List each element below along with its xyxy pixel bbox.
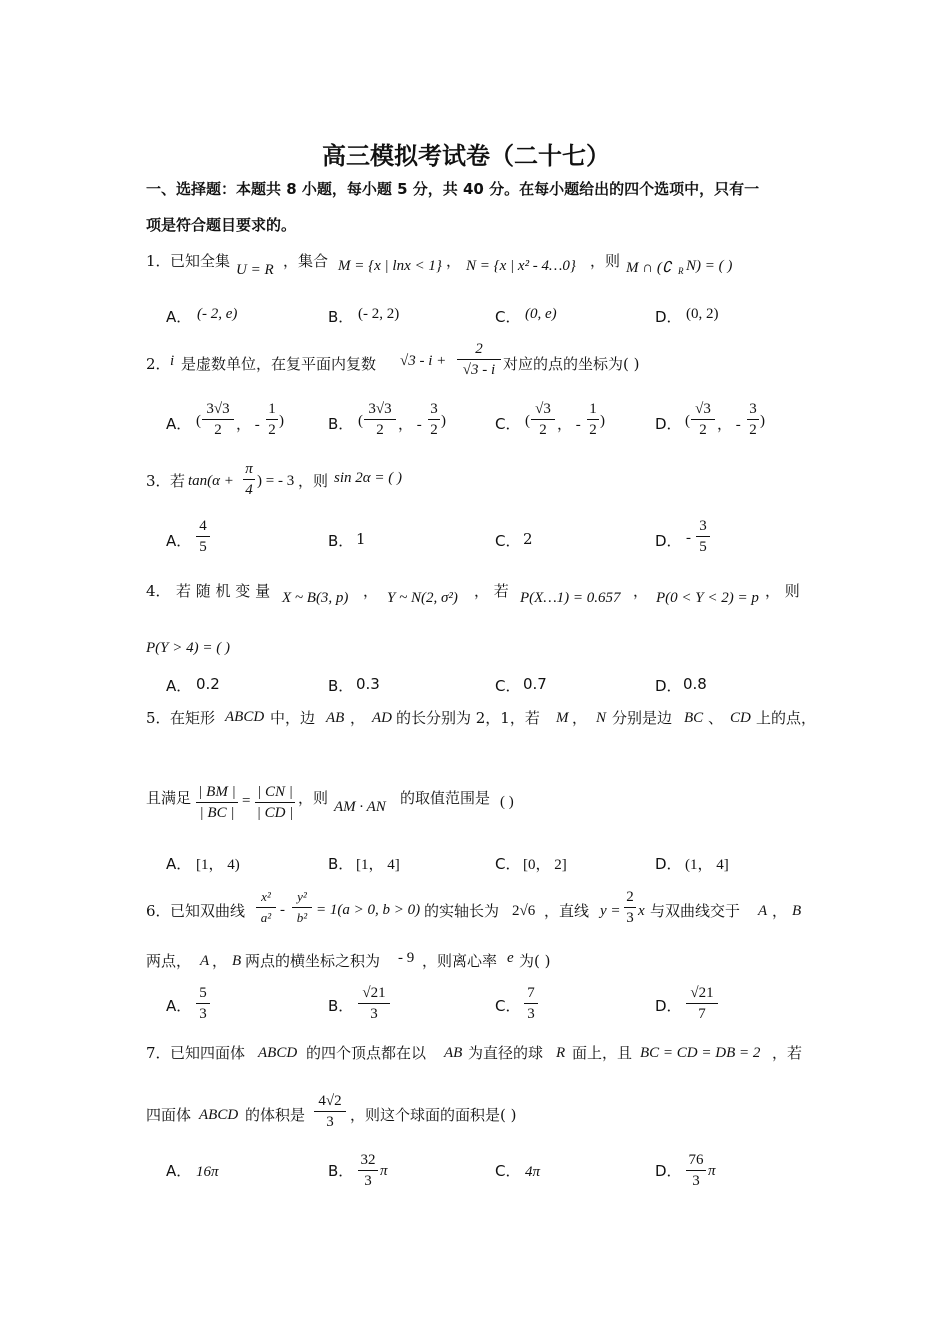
q7-sphere: R — [556, 1045, 566, 1061]
q5-text: 、 — [708, 709, 724, 727]
q5-option-c: [0， 2] — [523, 857, 567, 873]
q1-set-m: M = {x | lnx < 1} — [338, 258, 442, 274]
q5-text: 的取值范围是 — [400, 789, 491, 807]
q1-option-c: (0, e) — [525, 306, 557, 322]
q5-side-ad: AD — [372, 710, 392, 726]
q3-option-d-sign: - — [686, 530, 691, 546]
denominator: 2 — [589, 422, 597, 438]
denominator: a² — [260, 910, 272, 925]
q3-option-d-label: D． — [655, 532, 682, 550]
q6-text: ， — [772, 902, 788, 920]
q7-option-b-fraction — [358, 1151, 378, 1190]
q4-text: ， 若 — [474, 582, 509, 600]
q2-option-b-separator: ， - — [398, 417, 422, 433]
q6-text: ，直线 — [544, 902, 590, 920]
q5-text: 中，边 — [270, 709, 316, 727]
q7-option-a: 16π — [196, 1164, 219, 1180]
q3-option-a-label: A． — [166, 532, 192, 550]
page-title: 高三模拟考试卷（二十七） — [322, 141, 610, 170]
numerator: 3 — [749, 401, 757, 417]
q2-option-b-paren: ) — [441, 413, 446, 429]
q2-expression: √3 - i + — [400, 353, 447, 369]
q2-option-c-separator: ， - — [557, 417, 581, 433]
q4-x-distribution: X ~ B(3, p) — [282, 590, 349, 606]
q3-option-b: 1 — [356, 530, 366, 548]
numerator: π — [245, 461, 253, 477]
denominator: 3 — [370, 1006, 378, 1022]
q2-option-a-separator: ， - — [236, 417, 260, 433]
q5-point-n: N — [596, 710, 607, 726]
numerator: 1 — [268, 401, 276, 417]
q4-option-d-label: D． — [655, 677, 682, 695]
q4-text: ， — [363, 582, 379, 600]
q2-option-d-fraction-1 — [691, 400, 715, 439]
q5-text: 分别是边 — [612, 709, 673, 727]
q6-option-c-label: C． — [495, 997, 521, 1015]
q6-option-c-fraction — [524, 984, 538, 1023]
q7-option-d-pi: π — [708, 1163, 716, 1179]
denominator: 2 — [539, 422, 547, 438]
q5-text: ， — [572, 709, 588, 727]
q4-text: ， — [633, 582, 649, 600]
q1-text: ， — [446, 252, 462, 270]
q5-text: 在矩形 — [170, 709, 216, 727]
q5-option-a-label: A． — [166, 855, 192, 873]
q7-text: 的体积是 — [245, 1106, 306, 1124]
q3-number: 3． — [146, 472, 171, 490]
q4-probability-2: P(0 < Y < 2) = p — [656, 590, 759, 606]
q2-option-a-paren: ) — [279, 413, 284, 429]
numerator: | BM | — [198, 784, 236, 800]
q7-text: 的四个顶点都在以 — [306, 1044, 427, 1062]
q3-option-d-fraction — [696, 517, 710, 556]
numerator: 1 — [589, 401, 597, 417]
q5-option-c-label: C． — [495, 855, 521, 873]
q2-option-a-fraction-1 — [202, 400, 234, 439]
numerator: √3 — [695, 401, 711, 417]
q7-option-d-fraction — [686, 1151, 706, 1190]
q2-option-c-paren: ( — [525, 413, 530, 429]
q4-option-d: 0.8 — [683, 675, 707, 693]
denominator: 2 — [268, 422, 276, 438]
q4-option-a: 0.2 — [196, 675, 220, 693]
q5-side-bc: BC — [684, 710, 704, 726]
numerator: 3 — [430, 401, 438, 417]
q1-option-b-label: B． — [328, 308, 354, 326]
q6-text: ，则离心率 — [422, 952, 498, 970]
numerator: 7 — [527, 985, 535, 1001]
q2-fraction-denominator: √3 - i — [462, 362, 496, 378]
q1-option-c-label: C． — [495, 308, 521, 326]
q1-expression: N) = ( ) — [686, 258, 733, 274]
q5-text: 的长分别为 2，1，若 — [396, 709, 540, 727]
denominator: 2 — [430, 422, 438, 438]
q5-option-d: (1， 4] — [685, 857, 729, 873]
q2-option-d-fraction-2 — [747, 400, 759, 439]
q3-option-a-fraction — [196, 517, 210, 556]
q5-text: ， — [350, 709, 366, 727]
numerator: 3√3 — [368, 401, 392, 417]
numerator: 4√2 — [318, 1093, 342, 1109]
q6-line-variable: x — [638, 903, 645, 919]
q1-set-n: N = {x | x² - 4…0} — [466, 258, 576, 274]
q5-option-b: [1， 4] — [356, 857, 400, 873]
numerator: 2 — [626, 889, 634, 905]
denominator: 2 — [214, 422, 222, 438]
numerator: 76 — [688, 1152, 704, 1168]
q2-option-c-label: C． — [495, 415, 521, 433]
q6-x-term — [256, 888, 276, 927]
q2-option-c-fraction-2 — [587, 400, 599, 439]
numerator: √21 — [362, 985, 386, 1001]
q4-option-a-label: A． — [166, 677, 192, 695]
section-heading-line2: 项是符合题目要求的。 — [146, 216, 297, 234]
numerator: | CN | — [257, 784, 293, 800]
q1-complement-subscript: R — [678, 266, 684, 276]
q6-text: 已知双曲线 — [170, 902, 246, 920]
q5-option-d-label: D． — [655, 855, 682, 873]
q6-option-d-fraction — [686, 984, 718, 1023]
q3-expression: sin 2α = ( ) — [334, 470, 402, 486]
q6-slope — [624, 888, 636, 927]
q6-product-value: - 9 — [398, 950, 415, 966]
denominator: 3 — [364, 1173, 372, 1189]
q4-option-c: 0.7 — [523, 675, 547, 693]
q7-text: 已知四面体 — [170, 1044, 246, 1062]
denominator: 3 — [527, 1006, 535, 1022]
q6-minus: - — [280, 902, 285, 918]
q2-text: 对应的点的坐标为( ) — [503, 355, 640, 373]
q5-ratio-2 — [255, 783, 295, 822]
q5-ratio-1 — [196, 783, 238, 822]
q2-option-d-paren: ) — [760, 413, 765, 429]
denominator: | CD | — [256, 805, 294, 821]
q6-text: 两点， — [146, 952, 192, 970]
q6-point-b: B — [232, 953, 242, 969]
q7-tetrahedron: ABCD — [258, 1045, 298, 1061]
q2-option-d-separator: ， - — [717, 417, 741, 433]
q6-text: 为( ) — [519, 952, 551, 970]
q5-option-a: [1， 4) — [196, 857, 240, 873]
q6-condition: = 1(a > 0, b > 0) — [316, 902, 421, 918]
q6-text: 与双曲线交于 — [650, 902, 741, 920]
q7-option-c-label: C． — [495, 1162, 521, 1180]
q7-diameter: AB — [444, 1045, 463, 1061]
q2-option-a-label: A． — [166, 415, 192, 433]
q2-option-d-paren: ( — [685, 413, 690, 429]
q4-question-expression: P(Y > 4) = ( ) — [146, 640, 230, 656]
q2-option-b-fraction-1 — [364, 400, 396, 439]
numerator: 4 — [199, 518, 207, 534]
q5-text: ，则 — [298, 789, 329, 807]
q3-text: ，则 — [298, 472, 329, 490]
numerator: √3 — [535, 401, 551, 417]
q6-text: ， — [212, 952, 228, 970]
denominator: 3 — [199, 1006, 207, 1022]
q2-option-a-paren: ( — [196, 413, 201, 429]
denominator: b² — [296, 910, 308, 925]
q5-number: 5． — [146, 709, 171, 727]
numerator: 3 — [699, 518, 707, 534]
q7-tetrahedron: ABCD — [199, 1107, 239, 1123]
section-heading-line1: 一、选择题：本题共 8 小题，每小题 5 分，共 40 分。在每小题给出的四个选项中，只有一 — [146, 180, 760, 198]
q6-option-a-label: A． — [166, 997, 192, 1015]
q2-option-a-fraction-2 — [266, 400, 278, 439]
q2-text: 是虚数单位，在复平面内复数 — [181, 355, 377, 373]
q4-option-b-label: B． — [328, 677, 354, 695]
q5-answer-parens: ( ) — [500, 794, 514, 810]
denominator: 3 — [326, 1114, 334, 1130]
q2-fraction-numerator: 2 — [475, 341, 483, 357]
q2-option-c-fraction-1 — [531, 400, 555, 439]
q6-text: 两点的横坐标之积为 — [245, 952, 381, 970]
q5-dot-product: AM · AN — [334, 799, 386, 815]
q7-option-d-label: D． — [655, 1162, 682, 1180]
q6-number: 6． — [146, 902, 171, 920]
denominator: 4 — [245, 482, 253, 498]
q1-option-d-label: D． — [655, 308, 682, 326]
q6-option-b-label: B． — [328, 997, 354, 1015]
denominator: 3 — [626, 910, 634, 926]
q7-text: 为直径的球 — [468, 1044, 544, 1062]
q3-option-b-label: B． — [328, 532, 354, 550]
q1-expression: M ∩ (∁ — [626, 260, 672, 276]
q5-option-b-label: B． — [328, 855, 354, 873]
q4-y-distribution: Y ~ N(2, σ²) — [387, 590, 458, 606]
numerator: 5 — [199, 985, 207, 1001]
q1-number: 1． — [146, 252, 171, 270]
q5-rectangle: ABCD — [225, 709, 265, 725]
q7-option-b-label: B． — [328, 1162, 354, 1180]
q1-option-d: (0, 2) — [686, 306, 719, 322]
q6-point-a: A — [200, 953, 210, 969]
numerator: x² — [261, 889, 271, 904]
q7-option-c: 4π — [525, 1164, 541, 1180]
q6-text: 的实轴长为 — [424, 902, 500, 920]
q2-option-b-fraction-2 — [428, 400, 440, 439]
q6-axis-length: 2√6 — [512, 903, 536, 919]
q7-text: ，若 — [772, 1044, 803, 1062]
numerator: 3√3 — [206, 401, 230, 417]
q5-text: 且满足 — [146, 789, 192, 807]
q1-option-a: (- 2, e) — [197, 306, 238, 322]
q4-option-b: 0.3 — [356, 675, 380, 693]
q1-option-a-label: A． — [166, 308, 192, 326]
q5-equals: = — [242, 793, 251, 809]
q6-line-equation: y = — [600, 903, 621, 919]
q4-option-c-label: C． — [495, 677, 521, 695]
q4-number: 4． — [146, 582, 171, 600]
q7-number: 7． — [146, 1044, 171, 1062]
q3-option-c: 2 — [523, 530, 533, 548]
q2-option-b-label: B． — [328, 415, 354, 433]
q6-option-a-fraction — [196, 984, 210, 1023]
denominator: 2 — [699, 422, 707, 438]
q7-edge-equality: BC = CD = DB = 2 — [640, 1045, 761, 1061]
q6-eccentricity: e — [507, 950, 514, 966]
q2-number: 2． — [146, 355, 171, 373]
q2-fraction — [457, 340, 501, 379]
q4-probability-1: P(X…1) = 0.657 — [520, 590, 621, 606]
denominator: 3 — [692, 1173, 700, 1189]
q7-option-a-label: A． — [166, 1162, 192, 1180]
denominator: 2 — [749, 422, 757, 438]
denominator: 7 — [698, 1006, 706, 1022]
q6-y-term — [292, 888, 312, 927]
q1-universal-set: U = R — [236, 262, 274, 278]
q5-text: 上的点， — [756, 709, 817, 727]
q7-text: 面上，且 — [572, 1044, 633, 1062]
q4-text: ， 则 — [765, 582, 800, 600]
q6-point-b: B — [792, 903, 802, 919]
denominator: 5 — [699, 539, 707, 555]
denominator: 5 — [199, 539, 207, 555]
q5-side-ab: AB — [326, 710, 345, 726]
q3-expression: ) = - 3 — [257, 473, 295, 489]
numerator: 32 — [360, 1152, 376, 1168]
q7-volume-fraction — [314, 1092, 346, 1131]
numerator: y² — [297, 889, 307, 904]
denominator: | BC | — [199, 805, 235, 821]
q1-text: 已知全集 — [170, 252, 231, 270]
q7-text: ，则这个球面的面积是( ) — [350, 1106, 517, 1124]
q7-text: 四面体 — [146, 1106, 192, 1124]
denominator: 2 — [376, 422, 384, 438]
q3-text: 若 — [170, 472, 186, 490]
q2-option-d-label: D． — [655, 415, 682, 433]
q5-side-cd: CD — [730, 710, 751, 726]
q3-option-c-label: C． — [495, 532, 521, 550]
q6-option-d-label: D． — [655, 997, 682, 1015]
q1-text: ，集合 — [283, 252, 329, 270]
q2-option-b-paren: ( — [358, 413, 363, 429]
q3-expression: tan(α + — [188, 473, 234, 489]
numerator: √21 — [690, 985, 714, 1001]
q6-point-a: A — [758, 903, 768, 919]
q5-point-m: M — [556, 710, 569, 726]
q1-text: ，则 — [590, 252, 621, 270]
q2-option-c-paren: ) — [600, 413, 605, 429]
q2-imaginary-unit: i — [170, 353, 175, 369]
q4-text: 若 随 机 变 量 — [176, 582, 271, 600]
q1-option-b: (- 2, 2) — [358, 306, 400, 322]
q6-option-b-fraction — [358, 984, 390, 1023]
q7-option-b-pi: π — [380, 1163, 388, 1179]
q3-fraction — [243, 460, 255, 499]
